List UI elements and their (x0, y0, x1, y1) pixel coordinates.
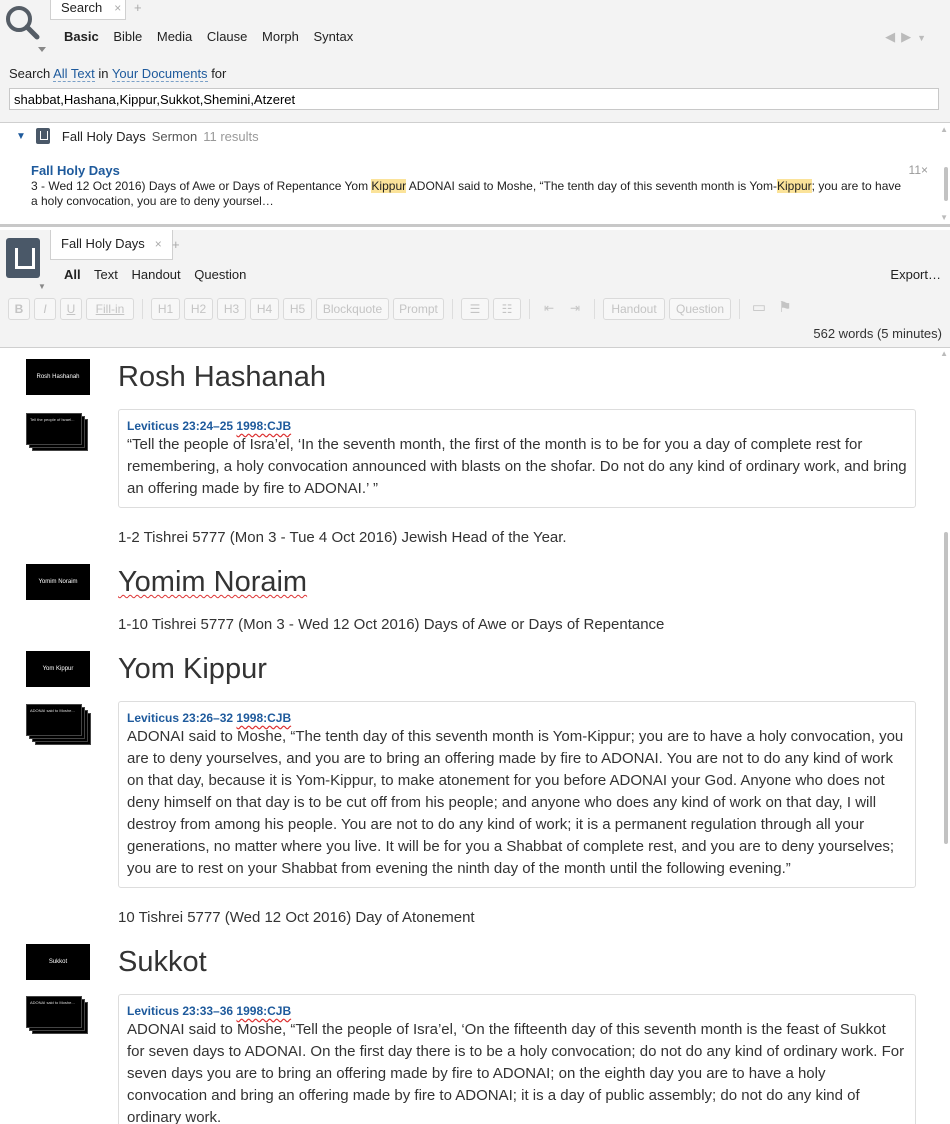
bullet-list-icon[interactable]: ☰ (461, 298, 489, 320)
outdent-icon[interactable]: ⇤ (543, 301, 555, 315)
search-scope-row (9, 66, 226, 81)
verse-ref-text[interactable]: Leviticus 23:33–36 (127, 1004, 234, 1018)
nav-syntax[interactable]: Syntax (313, 29, 354, 44)
collection-link[interactable]: Your Documents (111, 66, 208, 81)
question-button[interactable]: Question (669, 298, 731, 320)
snippet-highlight: Kippur (776, 179, 812, 193)
section-heading[interactable]: Sukkot (118, 946, 207, 978)
search-tabbar (50, 0, 950, 20)
add-comment-icon[interactable]: ▭ (751, 299, 767, 316)
nav-all[interactable]: All (64, 267, 81, 282)
group-count: 11 results (203, 128, 259, 144)
nav-bible[interactable]: Bible (113, 29, 143, 44)
slide-thumbnail[interactable]: Sukkot (26, 944, 90, 980)
paragraph[interactable]: 10 Tishrei 5777 (Wed 12 Oct 2016) Day of Atonement (118, 909, 475, 926)
slide-card: ADONAI said to Moshe... (26, 996, 82, 1028)
tab-fall-holy-days[interactable] (50, 230, 173, 260)
verse-block[interactable] (118, 994, 916, 1124)
h2-button[interactable]: H2 (184, 298, 213, 320)
numbered-list-icon[interactable]: ☷ (493, 298, 521, 320)
toolbar-divider (142, 299, 143, 319)
sermon-panel-icon[interactable] (6, 238, 40, 278)
h3-button[interactable]: H3 (217, 298, 246, 320)
sermon-view-nav (64, 267, 256, 282)
verse-ref-text[interactable]: Leviticus 23:24–25 (127, 419, 234, 433)
tab-close-icon[interactable]: × (154, 237, 162, 251)
scroll-up-icon[interactable]: ▲ (940, 349, 948, 358)
slide-stack-thumbnail[interactable] (26, 413, 92, 459)
toolbar-divider (739, 299, 740, 319)
word-count: 562 words (5 minutes) (813, 326, 942, 341)
for-label: for (211, 66, 227, 81)
add-tab-icon[interactable]: + (172, 237, 180, 252)
blockquote-button[interactable]: Blockquote (316, 298, 389, 320)
tab-search-label: Search (61, 0, 103, 15)
collapse-triangle-icon[interactable]: ▼ (16, 130, 26, 142)
toolbar-divider (594, 299, 595, 319)
result-title[interactable]: Fall Holy Days (31, 163, 120, 178)
panel-menu-caret-icon[interactable]: ▼ (38, 282, 46, 291)
underline-button[interactable]: U (60, 298, 82, 320)
h5-button[interactable]: H5 (283, 298, 312, 320)
verse-block[interactable] (118, 409, 916, 508)
tab-close-icon[interactable]: × (114, 1, 122, 15)
paragraph[interactable]: 1-10 Tishrei 5777 (Mon 3 - Wed 12 Oct 2016) Days of Awe or Days of Repentance (118, 616, 665, 633)
section-heading[interactable]: Yom Kippur (118, 653, 267, 685)
search-results (0, 123, 950, 227)
nav-question[interactable]: Question (194, 267, 247, 282)
search-scope-link[interactable]: All Text (53, 66, 95, 81)
nav-text[interactable]: Text (94, 267, 118, 282)
slide-card: Tell the people of Israel... (26, 413, 82, 445)
search-input[interactable] (9, 88, 939, 110)
paragraph[interactable]: 1-2 Tishrei 5777 (Mon 3 - Tue 4 Oct 2016) Jewish Head of the Year. (118, 529, 567, 546)
result-group-header[interactable] (16, 128, 259, 144)
version-label[interactable]: 1998:CJB (236, 1004, 292, 1018)
bold-button[interactable]: B (8, 298, 30, 320)
add-tab-icon[interactable]: + (134, 0, 142, 15)
section-heading[interactable]: Rosh Hashanah (118, 361, 326, 393)
verse-block[interactable] (118, 701, 916, 888)
search-label: Search (9, 66, 51, 81)
version-label[interactable]: 1998:CJB (236, 711, 292, 725)
snippet-part: ADONAI said to Moshe, “The tenth day of this seventh month is Yom- (406, 179, 777, 193)
search-panel-icon[interactable] (0, 0, 50, 54)
sermon-document[interactable] (0, 349, 950, 1124)
result-snippet[interactable] (31, 179, 911, 209)
verse-text[interactable]: “Tell the people of Isra’el, ‘In the seventh month, the first of the month is to be for you a day of complete rest for remembering, a holy convocation announced with blasts on the shofar. Do not do any kind of ordinary work, and bring an offering made by fire to ADONAI.’ ” (127, 436, 907, 497)
sermon-panel-header (0, 230, 950, 348)
sermon-doc-icon (36, 128, 50, 144)
toolbar-divider (452, 299, 453, 319)
toolbar-divider (529, 299, 530, 319)
slide-card: ADONAI said to Moshe... (26, 704, 82, 736)
slide-thumbnail[interactable]: Rosh Hashanah (26, 359, 90, 395)
verse-text[interactable]: ADONAI said to Moshe, “Tell the people of Isra’el, ‘On the fifteenth day of this seventh month is the feast of Sukkot for seven days to ADONAI. On the first day there is to be a holy convocation; do not do any kind of ordinary work. For seven days you are to bring an offering made by fire to ADONAI; on the eighth day you are to have a holy convocation and bring an offering made by fire to ADONAI; it is a day of public assembly; do not do any kind of ordinary work. (127, 1021, 905, 1124)
verse-reference[interactable] (127, 1004, 907, 1018)
formatting-toolbar (8, 297, 796, 321)
section-heading[interactable]: Yomim Noraim (118, 566, 308, 598)
nav-media[interactable]: Media (156, 29, 193, 44)
scroll-thumb[interactable] (944, 167, 948, 201)
tab-search[interactable] (50, 0, 126, 20)
h4-button[interactable]: H4 (250, 298, 279, 320)
back-arrow-icon[interactable]: ◀ (885, 29, 902, 44)
scroll-up-icon[interactable]: ▲ (940, 125, 948, 134)
verse-text[interactable]: ADONAI said to Moshe, “The tenth day of this seventh month is Yom-Kippur; you are to have a holy convocation, you are to deny yourselves, and you are to bring an offering made by fire to ADONAI. You are not to do any kind of work on that day, because it is Yom-Kippur, to make atonement for you before ADONAI your God. Anyone who does not deny himself on that day is to be cut off from his people; and anyone who does any kind of work on that day, I will destroy from among his people. You are not to do any kind of work; it is a permanent regulation through all your generations, no matter where you live. It will be for you a Shabbat of complete rest, and you are to deny yourselves; you are to rest on your Shabbat from evening the ninth day of the month until the following evening.” (127, 728, 904, 877)
nav-morph[interactable]: Morph (262, 29, 299, 44)
slide-stack-thumbnail[interactable] (26, 996, 92, 1042)
nav-basic[interactable]: Basic (64, 29, 99, 44)
snippet-part: 3 - Wed 12 Oct 2016) Days of Awe or Days of Repentance Yom (31, 179, 372, 193)
snippet-highlight: Kippur (371, 179, 407, 193)
export-button[interactable]: Export… (890, 267, 941, 282)
slide-thumbnail[interactable]: Yom Kippur (26, 651, 90, 687)
history-menu-icon[interactable]: ▼ (917, 33, 932, 43)
snippet-part: ; you are to have a holy convocation, you are to deny yoursel… (31, 179, 902, 208)
results-scrollbar[interactable] (940, 123, 950, 224)
tab-label: Fall Holy Days (61, 236, 145, 251)
scroll-down-icon[interactable]: ▼ (940, 213, 948, 222)
verse-reference[interactable] (127, 419, 907, 433)
in-label: in (98, 66, 109, 81)
nav-clause[interactable]: Clause (206, 29, 248, 44)
search-type-nav (64, 29, 364, 44)
fillin-button[interactable]: Fill-in (86, 298, 134, 320)
handout-button[interactable]: Handout (603, 298, 665, 320)
history-nav (885, 29, 932, 45)
nav-handout[interactable]: Handout (131, 267, 181, 282)
verse-reference[interactable] (127, 711, 907, 725)
group-type: Sermon (151, 128, 198, 144)
italic-button[interactable]: I (34, 298, 56, 320)
slide-thumbnail[interactable]: Yomim Noraim (26, 564, 90, 600)
prompt-button[interactable]: Prompt (393, 298, 444, 320)
verse-ref-text[interactable]: Leviticus 23:26–32 (127, 711, 234, 725)
result-hit-count: 11× (908, 163, 928, 177)
magnifier-icon (0, 0, 50, 54)
search-panel (0, 0, 950, 123)
scroll-thumb[interactable] (944, 532, 948, 844)
document-scrollbar[interactable] (940, 349, 950, 1124)
add-bookmark-icon[interactable]: ⚑ (778, 299, 792, 316)
group-title[interactable]: Fall Holy Days (61, 128, 146, 144)
indent-icon[interactable]: ⇥ (569, 301, 581, 315)
h1-button[interactable]: H1 (151, 298, 180, 320)
version-label[interactable]: 1998:CJB (236, 419, 292, 433)
slide-stack-thumbnail[interactable] (26, 704, 92, 750)
forward-arrow-icon[interactable]: ▶ (901, 29, 918, 44)
